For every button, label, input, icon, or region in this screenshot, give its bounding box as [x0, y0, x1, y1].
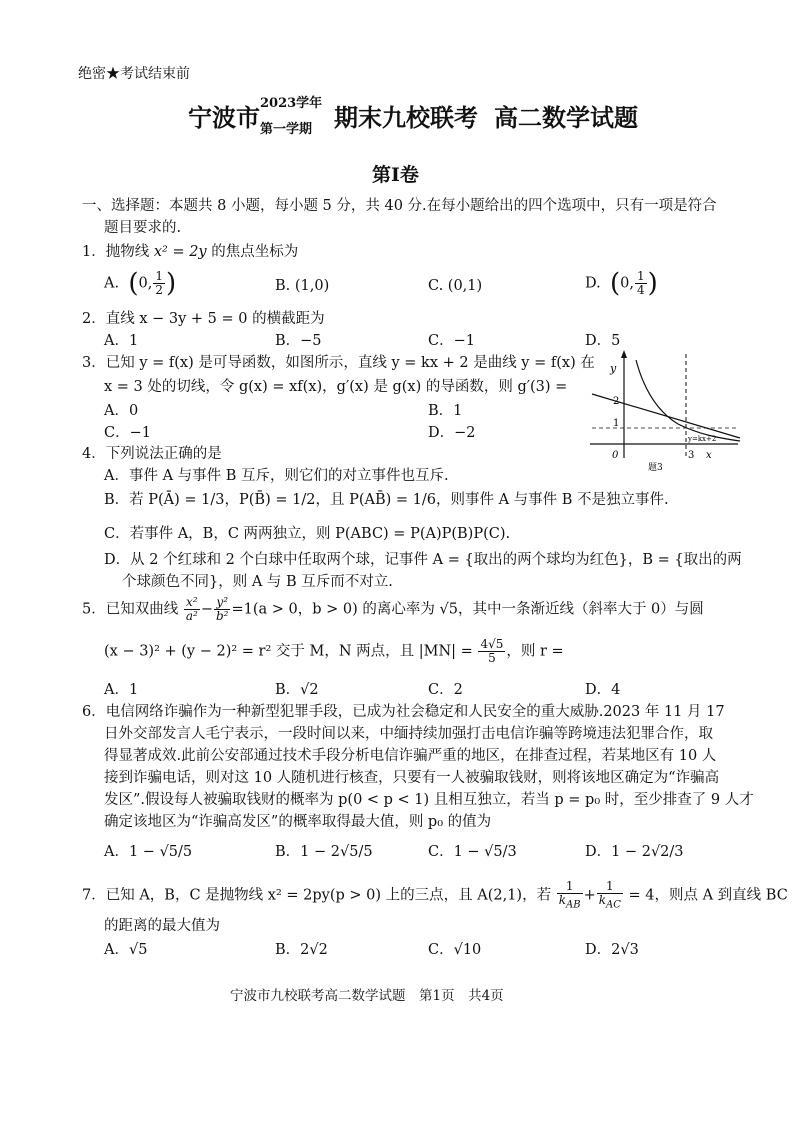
fig-label-one: 1	[613, 418, 620, 429]
fig-label-y: y	[610, 362, 617, 375]
title-subject: 高二数学试题	[494, 103, 638, 132]
q4-option-c: C．若事件 A，B，C 两两独立，则 P(ABC) = P(A)P(B)P(C).	[104, 526, 511, 542]
volume-title: 第Ⅰ卷	[372, 164, 419, 186]
q7-option-a: A．√5	[104, 942, 148, 958]
q7-option-d: D．2√3	[585, 942, 639, 958]
q5-option-c: C．2	[428, 682, 463, 698]
q6-option-d: D．1 − 2√2/3	[585, 844, 684, 860]
q4-option-a: A．事件 A 与事件 B 互斥，则它们的对立事件也互斥.	[104, 468, 449, 484]
q5-option-d: D．4	[585, 682, 621, 698]
q6-stem-line4: 接到诈骗电话，则对这 10 人随机进行核查，只要有一人被骗取钱财，则将该地区确定为“诈骗高	[104, 770, 720, 786]
title-term: 第一学期	[260, 122, 313, 137]
q6-stem-line1: 6．电信网络诈骗作为一种新型犯罪手段，已成为社会稳定和人民安全的重大威胁.2023 年 11 月 17	[82, 704, 725, 720]
q4-stem: 4．下列说法正确的是	[82, 446, 222, 462]
q3-option-a: A．0	[104, 403, 139, 419]
curve-f	[636, 360, 740, 441]
q3-stem-line2: x = 3 处的切线，令 g(x) = xf(x)，g′(x) 是 g(x) 的导函数，则 g′(3) =	[104, 379, 568, 395]
q3-option-c: C．−1	[104, 425, 151, 441]
section-instruction-line1: 一、选择题：本题共 8 小题，每小题 5 分，共 40 分.在每小题给出的四个选项中，只有一项是符合	[82, 198, 717, 214]
section-instruction-line2: 题目要求的.	[104, 220, 182, 236]
q3-option-b: B．1	[428, 403, 463, 419]
q2-option-b: B．−5	[275, 333, 322, 349]
q2-stem: 2．直线 x − 3y + 5 = 0 的横截距为	[82, 311, 325, 327]
q6-stem-line3: 得显著成效.此前公安部通过技术手段分析电信诈骗严重的地区，在排查过程，若某地区有 10 人	[104, 748, 717, 764]
q5-option-a: A．1	[104, 682, 139, 698]
q3-figure	[588, 346, 748, 473]
q2-option-c: C．−1	[428, 333, 475, 349]
q7-option-b: B．2√2	[275, 942, 328, 958]
fig-label-x: x	[706, 450, 712, 461]
q7-stem-line2: 的距离的最大值为	[104, 918, 220, 934]
fig-label-two: 2	[613, 396, 620, 407]
q7-option-c: C．√10	[428, 942, 482, 958]
q6-option-a: A．1 − √5/5	[104, 844, 193, 860]
q6-option-c: C．1 − √5/3	[428, 844, 517, 860]
q4-option-b: B．若 P(Ā) = 1/3，P(B̄) = 1/2，且 P(AB̄) = 1/6，则事件 A 与事件 B 不是独立事件.	[104, 492, 669, 508]
y-axis-arrow	[621, 350, 627, 358]
q2-option-a: A．1	[104, 333, 139, 349]
page-footer: 宁波市九校联考高二数学试题 第1页 共4页	[230, 988, 504, 1004]
q4-option-d-line1: D．从 2 个红球和 2 个白球中任取两个球，记事件 A = {取出的两个球均为红色}，B = {取出的两	[104, 552, 742, 568]
fig-caption: 题3	[648, 463, 663, 473]
q6-option-b: B．1 − 2√5/5	[275, 844, 373, 860]
fig-label-origin: 0	[612, 450, 619, 461]
q1-option-c: C. (0,1)	[428, 278, 483, 294]
q2-option-d: D．5	[585, 333, 621, 349]
q6-stem-line6: 确定该地区为“诈骗高发区”的概率取得最大值，则 p₀ 的值为	[104, 814, 492, 830]
fig-label-three: 3	[688, 450, 695, 461]
q5-stem-line2: (x − 3)² + (y − 2)² = r² 交于 M，N 两点，且 |MN| = $\frac{4√5}{5}$ ，则 r =	[104, 637, 564, 665]
q3-stem-line1: 3．已知 y = f(x) 是可导函数，如图所示，直线 y = kx + 2 是曲线 y = f(x) 在	[82, 355, 595, 371]
title-year: 2023学年	[260, 96, 323, 111]
title-city: 宁波市	[188, 103, 260, 132]
secret-label: 绝密★考试结束前	[78, 66, 190, 82]
fig-label-line: y=kx+2	[688, 435, 717, 443]
q4-option-d-line2: 个球颜色不同}，则 A 与 B 互斥而不对立.	[122, 574, 393, 590]
q5-stem-line1: 5．已知双曲线 $\frac{\text{x²}}{\text{a²}}$ − $\frac{\text{y²}}{\text{b²}}$ =1(a > 0，b > 0) 的离心率为 √5，其中一条渐近线（斜率大于 0）与圆	[82, 595, 704, 623]
q1-option-a: A. (0, $\frac{1}{2}$ )	[104, 268, 177, 299]
q7-stem-line1: 7．已知 A，B，C 是抛物线 x² = 2py(p > 0) 上的三点，且 A(2,1)，若 $\frac{1}{k_{AB}}$ + $\frac{1}{k_{AC}}$ = 4，则点 A 到直线 BC	[82, 879, 788, 911]
q6-stem-line2: 日外交部发言人毛宁表示，一段时间以来，中缅持续加强打击电信诈骗等跨境违法犯罪合作，取	[104, 726, 713, 742]
q1-option-b: B. (1,0)	[275, 278, 330, 294]
q5-option-b: B．√2	[275, 682, 319, 698]
q1-stem: 1．抛物线 x² = 2y 的焦点坐标为	[82, 244, 299, 260]
title-main: 期末九校联考	[334, 103, 478, 132]
q1-option-d: D. (0, $\frac{1}{4}$ )	[585, 268, 658, 299]
q3-option-d: D．−2	[428, 425, 476, 441]
q6-stem-line5: 发区”.假设每人被骗取钱财的概率为 p(0 < p < 1) 且相互独立，若当 p = p₀ 时，至少排查了 9 人才	[104, 792, 754, 808]
